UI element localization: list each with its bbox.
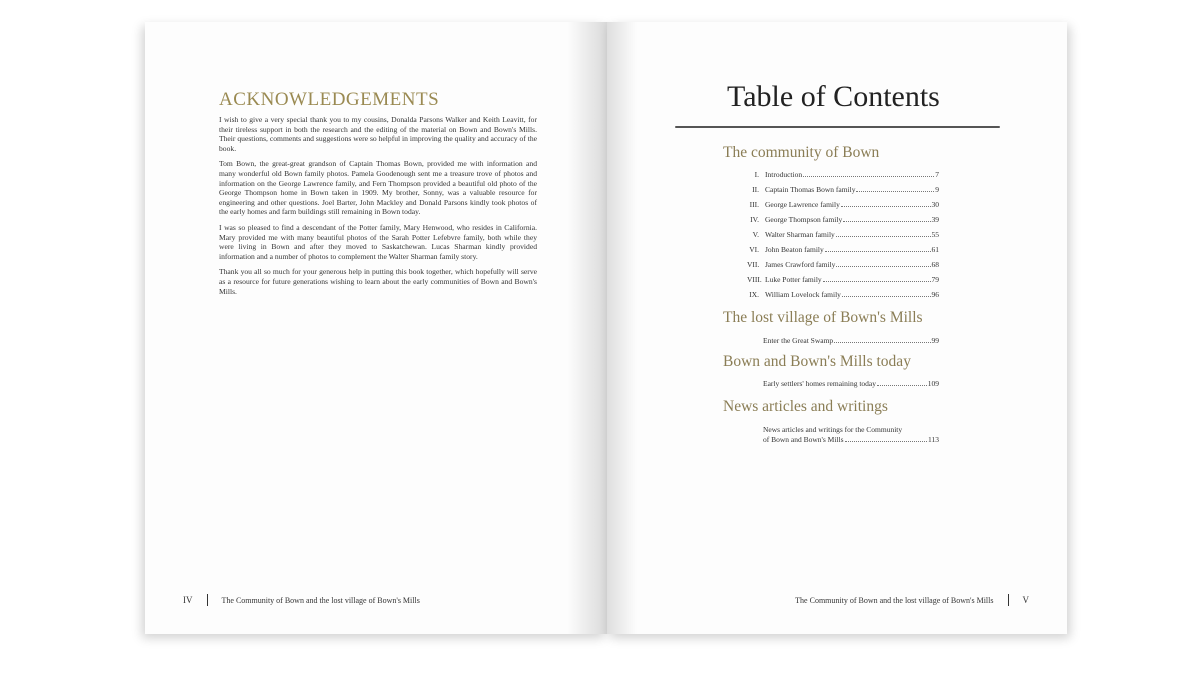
- toc-entry[interactable]: [747, 199, 939, 209]
- acknowledgements-body: [219, 115, 537, 302]
- entry-page: 39: [931, 215, 939, 224]
- leader-dots: [834, 342, 930, 343]
- toc-title: Table of Contents: [727, 80, 940, 113]
- toc-entry[interactable]: [763, 336, 939, 345]
- entry-label: George Thompson family: [765, 215, 843, 224]
- leader-dots: [836, 236, 931, 237]
- entry-page: 30: [931, 200, 939, 209]
- entry-number: VIII.: [747, 275, 762, 284]
- leader-dots: [877, 385, 927, 386]
- entry-label: Walter Sharman family: [765, 230, 835, 239]
- section-title: Bown and Bown's Mills today: [723, 353, 911, 370]
- leader-dots: [856, 191, 934, 192]
- page-number: V: [1022, 595, 1029, 605]
- entry-page: 9: [935, 185, 939, 194]
- ack-paragraph: I wish to give a very special thank you to my cousins, Donalda Parsons Walker and Keith Leavitt, for their tireless support in both the research and the editing of the material on Bown and Bown's Mills. Their questions, comments and suggestions were so helpful in improving the quality and accuracy of the book.: [219, 115, 537, 153]
- footer-title: The Community of Bown and the lost village of Bown's Mills: [795, 595, 994, 605]
- leader-dots: [803, 176, 934, 177]
- leader-dots: [825, 251, 931, 252]
- entry-number: IV.: [750, 215, 759, 224]
- right-page: [607, 22, 1067, 634]
- entry-number: II.: [752, 185, 759, 194]
- entry-label: Enter the Great Swamp: [763, 336, 834, 345]
- entry-label-line2: of Bown and Bown's Mills: [763, 434, 844, 444]
- entry-label: Introduction: [765, 170, 803, 179]
- entry-label: Early settlers' homes remaining today: [763, 379, 876, 388]
- entry-label: James Crawford family: [765, 260, 836, 269]
- gutter-shadow-left: [567, 22, 607, 634]
- toc-entry[interactable]: [747, 259, 939, 269]
- entry-page: 99: [931, 336, 939, 345]
- entry-label: Luke Potter family: [765, 275, 822, 284]
- entry-page: 61: [931, 245, 939, 254]
- toc-entry[interactable]: [763, 425, 939, 444]
- entry-number: I.: [754, 170, 759, 179]
- toc-entry[interactable]: [747, 214, 939, 224]
- toc-entry[interactable]: [747, 184, 939, 194]
- title-rule: [675, 126, 1000, 128]
- entry-page: 7: [935, 170, 939, 179]
- toc-entry[interactable]: [747, 244, 939, 254]
- entry-label: John Beaton family: [765, 245, 824, 254]
- leader-dots: [823, 281, 931, 282]
- leader-dots: [841, 206, 931, 207]
- left-footer: [183, 594, 420, 606]
- section-title: The lost village of Bown's Mills: [723, 309, 923, 326]
- leader-dots: [845, 441, 927, 442]
- footer-divider: [1008, 594, 1009, 606]
- ack-paragraph: I was so pleased to find a descendant of the Potter family, Mary Henwood, who resides in California. Mary provided me with many beautiful photos of the Sarah Potter Lefebvre family, both while they were living in Bown and after they moved to Saskatchewan. Lucas Sharman kindly provided information and a number of photos to complement the Walter Sharman family story.: [219, 222, 537, 261]
- section-title: The community of Bown: [723, 144, 880, 161]
- section-title: News articles and writings: [723, 398, 888, 415]
- ack-paragraph: Thank you all so much for your generous help in putting this book together, which hopefully will serve as a resource for future generations wishing to learn about the early communities of Bown and Bown's Mills.: [219, 267, 537, 296]
- entry-number: VII.: [747, 260, 760, 269]
- entry-page: 109: [927, 379, 939, 388]
- footer-title: The Community of Bown and the lost village of Bown's Mills: [221, 595, 420, 605]
- right-footer: [795, 594, 1029, 606]
- entry-label: George Lawrence family: [765, 200, 840, 209]
- leader-dots: [836, 266, 930, 267]
- leader-dots: [842, 296, 931, 297]
- toc-entry[interactable]: [763, 379, 939, 388]
- entry-page: 68: [931, 260, 939, 269]
- toc-entry[interactable]: [747, 289, 939, 299]
- entry-page: 79: [931, 275, 939, 284]
- entry-number: V.: [752, 230, 759, 239]
- entry-line2: [763, 435, 939, 445]
- book-spread: [145, 22, 1067, 634]
- gutter-shadow-right: [607, 22, 637, 634]
- entry-number: III.: [749, 200, 759, 209]
- entry-page: 96: [931, 290, 939, 299]
- entry-page: 55: [931, 230, 939, 239]
- entry-label: Captain Thomas Bown family: [765, 185, 856, 194]
- entry-number: IX.: [749, 290, 759, 299]
- toc-entry[interactable]: [747, 274, 939, 284]
- footer-divider: [207, 594, 208, 606]
- toc-entry[interactable]: [747, 169, 939, 179]
- ack-paragraph: Tom Bown, the great-great grandson of Captain Thomas Bown, provided me with information and many wonderful old Bown family photos. Pamela Goodenough sent me a treasure trove of photos and information on the George Lawrence family, and Fern Thompson provided a beautiful old photo of the George Thompson home in Bown taken in 1909. My brother, Sonny, was a valuable resource for engineering and other questions. Joel Barter, John Mackley and Donald Parsons kindly took photos of the early homes and farm buildings still remaining in Bown today.: [219, 159, 537, 217]
- entry-label: William Lovelock family: [765, 290, 841, 299]
- toc-entry[interactable]: [747, 229, 939, 239]
- acknowledgements-heading: ACKNOWLEDGEMENTS: [219, 89, 440, 110]
- entry-page: 113: [928, 434, 939, 444]
- page-number: IV: [183, 595, 193, 605]
- leader-dots: [843, 221, 930, 222]
- left-page: [145, 22, 607, 634]
- entry-label-line1: News articles and writings for the Community: [763, 425, 903, 434]
- entry-number: VI.: [749, 245, 759, 254]
